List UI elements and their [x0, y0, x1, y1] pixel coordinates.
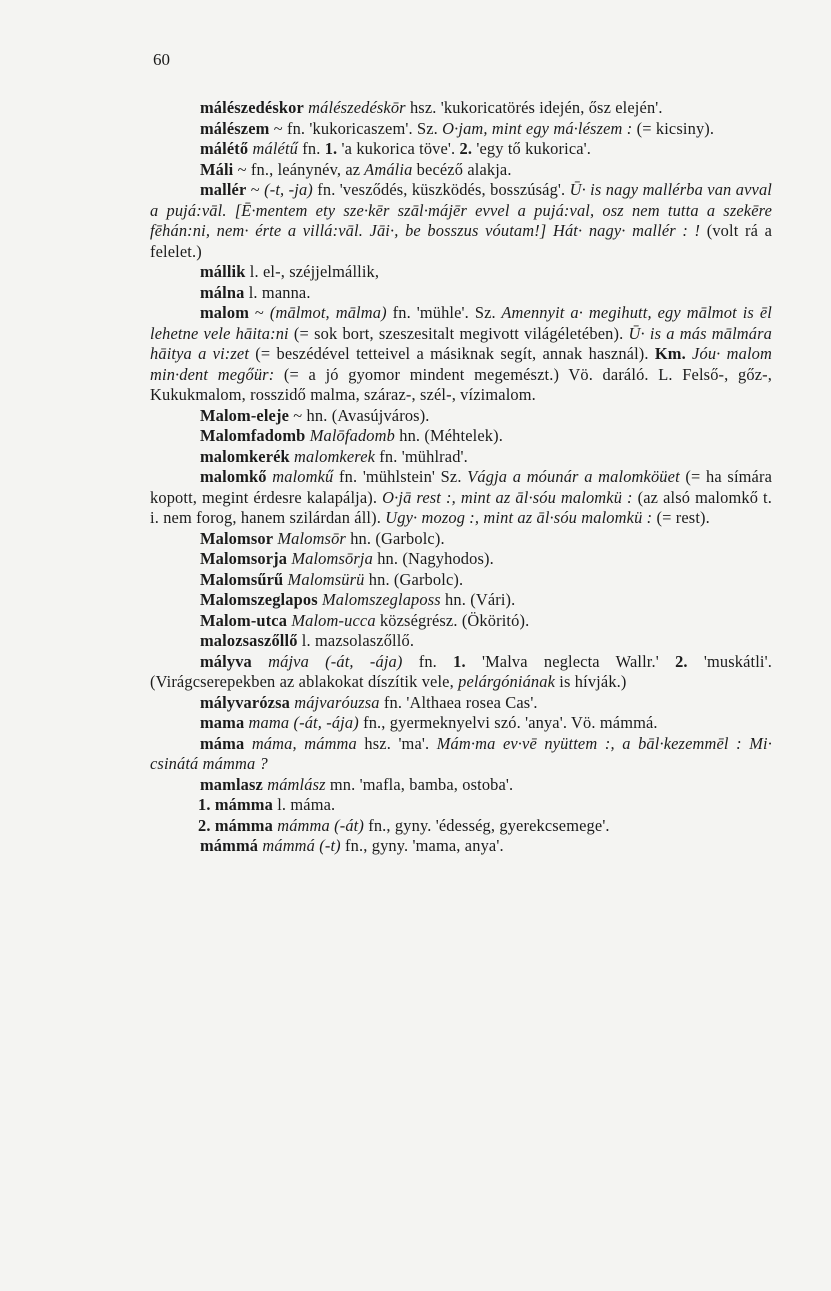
dialect-form: O·jam, mint egy má·lészem : — [437, 118, 633, 138]
headword: mályva — [200, 651, 252, 671]
definition-text: hsz. 'ma'. — [356, 733, 430, 753]
dictionary-entries — [150, 98, 772, 857]
headword: malozsaszőllő — [200, 631, 298, 650]
dialect-form: Amennyit a· megihutt, egy mālmot is ēl lehetne vele hāita:ni — [150, 303, 773, 343]
definition-text: ~ fn., leánynév, az — [233, 159, 361, 179]
headword: Malomfadomb — [200, 426, 306, 445]
headword: Malom-utca — [200, 610, 288, 630]
definition-text: fn. 'Althaea rosea Cas'. — [379, 692, 538, 712]
definition-text: l. máma. — [272, 795, 336, 814]
dictionary-entry — [150, 775, 772, 796]
definition-text: (volt rá a felelet.) — [150, 221, 772, 261]
definition-text: mn. 'mafla, bamba, ostoba'. — [325, 774, 514, 794]
dialect-form: (-t, -ja) — [259, 180, 313, 199]
definition-text: 'Malva neglecta Wallr.' — [465, 651, 676, 671]
headword: mama — [200, 713, 245, 732]
dialect-form: pelárgóniának — [453, 672, 556, 691]
headword: malomkő — [200, 467, 267, 486]
definition-text: fn., gyny. 'édesség, gyerekcsemege'. — [363, 815, 610, 835]
dialect-form: malomkerek — [289, 446, 376, 466]
headword: 2. — [675, 651, 688, 671]
headword: mallér — [200, 180, 247, 199]
headword: Km. — [654, 344, 686, 363]
dictionary-entry — [150, 570, 772, 591]
dialect-form: Malomsürü — [283, 569, 365, 589]
dictionary-entry — [150, 262, 772, 283]
headword: Máli — [200, 159, 234, 179]
definition-text: fn. — [402, 651, 454, 671]
dictionary-entry — [150, 406, 772, 427]
headword: Malomsor — [200, 528, 274, 548]
headword: mályvarózsa — [200, 692, 290, 712]
definition-text: hn. (Garbolc). — [364, 569, 464, 589]
definition-text: községrész. (Ököritó). — [375, 610, 530, 630]
dialect-form: Malom-ucca — [287, 610, 376, 630]
headword: Malom-eleje — [200, 405, 290, 425]
dialect-form: Malomsōrja — [287, 549, 373, 568]
definition-text: hn. (Méhtelek). — [394, 426, 503, 445]
dictionary-entry — [150, 836, 772, 857]
dictionary-entry — [150, 447, 772, 468]
definition-text: 'muskátli'. (Virágcserepekben az ablakokat díszítik vele, — [150, 651, 772, 691]
dialect-form: málétű — [248, 139, 298, 158]
headword: 1. — [453, 651, 466, 671]
headword: mállik — [200, 262, 246, 281]
dictionary-entry — [150, 652, 772, 693]
dictionary-entry — [150, 139, 772, 160]
dictionary-entry — [150, 303, 772, 406]
definition-text: fn. 'mühlstein' Sz. — [333, 467, 462, 486]
definition-text: (az alsó malomkő t. i. nem forog, hanem szilárdan áll). — [150, 487, 772, 527]
dictionary-entry — [150, 467, 772, 529]
definition-text: ~ — [249, 303, 264, 322]
definition-text: (= ha símára kopott, megint érdesre kalapálja). — [150, 467, 773, 507]
dictionary-entry — [150, 795, 772, 816]
dialect-form: (mālmot, mālma) — [263, 303, 387, 322]
dialect-form: Vágja a móunár a malomköüet — [461, 467, 680, 486]
headword: málészem — [200, 118, 270, 138]
definition-text: 'a kukorica töve'. — [337, 139, 460, 158]
dialect-form: mama (-át, -ája) — [244, 713, 359, 732]
dictionary-entry — [150, 529, 772, 550]
definition-text: (= sok bort, szeszesitalt megivott világéletében). — [288, 323, 624, 343]
dialect-form: málészedéskōr — [303, 98, 406, 117]
dictionary-entry — [150, 180, 772, 262]
definition-text: hn. (Vári). — [440, 590, 516, 609]
dialect-form: Amália — [360, 159, 413, 179]
definition-text: (= beszédével tetteivel a másiknak segít, annak használ). — [249, 344, 655, 363]
definition-text: hn. (Garbolc). — [345, 528, 445, 548]
dictionary-entry — [150, 816, 772, 837]
dictionary-entry — [150, 631, 772, 652]
definition-text: fn. — [298, 139, 325, 158]
dialect-form: malomkű — [266, 467, 334, 486]
headword: mámmá — [200, 836, 259, 855]
dialect-form: májvaróuzsa — [289, 692, 380, 712]
dialect-form: mámmá (-t) — [258, 836, 341, 855]
headword: 1. — [324, 139, 338, 158]
dialect-form: mámma (-át) — [272, 815, 364, 835]
dictionary-entry — [150, 734, 772, 775]
dialect-form: Jóu· malom min·dent megőür: — [150, 344, 772, 384]
definition-text: hsz. 'kukoricatörés idején, ősz elején'. — [405, 98, 663, 117]
dictionary-entry — [150, 160, 772, 181]
dialect-form: O·jā rest :, mint az āl·sóu malomkü : — [377, 487, 633, 507]
dictionary-entry — [150, 426, 772, 447]
dialect-form: Ū· is a más mālmára hāitya a vi:zet — [150, 323, 773, 363]
dictionary-entry — [150, 119, 772, 140]
headword: Malomsűrű — [200, 569, 284, 589]
definition-text: is hívják.) — [555, 672, 627, 691]
dictionary-entry — [150, 713, 772, 734]
headword: Malomsorja — [200, 549, 288, 568]
headword: 1. mámma — [198, 795, 273, 814]
definition-text: ~ fn. 'kukoricaszem'. Sz. — [269, 118, 438, 138]
definition-text: (= a jó gyomor mindent megemészt.) Vö. daráló. L. Felső-, gőz-, Kukukmalom, rosszidő malma, száraz-, szél-, vízimalom. — [150, 364, 772, 404]
headword: málészedéskor — [200, 98, 304, 117]
dictionary-entry — [150, 693, 772, 714]
definition-text: fn. 'vesződés, küszködés, bosszúság'. — [312, 180, 566, 199]
page-number: 60 — [153, 50, 170, 69]
dialect-form: Malōfadomb — [305, 426, 395, 445]
dictionary-entry — [150, 611, 772, 632]
definition-text: fn. 'mühle'. Sz. — [386, 303, 496, 322]
definition-text: l. el-, széjjelmállik, — [245, 262, 380, 281]
dialect-form: mámlász — [262, 774, 326, 794]
definition-text: l. mazsolaszőllő. — [297, 631, 415, 650]
dictionary-entry — [150, 590, 772, 611]
headword: mamlasz — [200, 774, 263, 794]
definition-text: becéző alakja. — [412, 159, 512, 179]
definition-text: 'egy tő kukorica'. — [472, 139, 592, 158]
dictionary-entry — [150, 549, 772, 570]
dialect-form: máma, mámma — [244, 733, 357, 753]
dialect-form: Ugy· mozog :, mint az āl·sóu malomkü : — [381, 508, 653, 527]
definition-text: fn. 'mühlrad'. — [375, 446, 468, 466]
definition-text: hn. (Nagyhodos). — [372, 549, 494, 568]
definition-text: l. manna. — [244, 282, 311, 302]
definition-text: ~ — [246, 180, 260, 199]
definition-text: ~ hn. (Avasújváros). — [289, 405, 430, 425]
definition-text: fn., gyermeknyelvi szó. 'anya'. Vö. mámmá. — [358, 713, 658, 732]
dialect-form: Mám·ma ev·vē nyüttem :, a bāl·kezemmēl : Mi· csinátá mámma ? — [150, 733, 772, 773]
headword: 2. — [459, 139, 473, 158]
dictionary-entry — [150, 98, 772, 119]
dictionary-entry — [150, 283, 772, 304]
dialect-form: Malomszeglaposs — [317, 590, 441, 609]
headword: 2. mámma — [198, 815, 273, 835]
headword: malomkerék — [200, 446, 290, 466]
definition-text: (= kicsiny). — [632, 118, 715, 138]
headword: málna — [200, 282, 245, 302]
dialect-form: Malomsōr — [273, 528, 346, 548]
dialect-form: májva (-át, -ája) — [251, 651, 403, 671]
definition-text: fn., gyny. 'mama, anya'. — [340, 836, 504, 855]
headword: Malomszeglapos — [200, 590, 318, 609]
dialect-form: Ū· is nagy mallérba van avval a pujá:vāl. [Ē·mentem ety sze·kēr szāl·májēr evvel a pujá:val, osz nem tutta a szekēre fēhán:ni, nem· érte a villá:vāl. Jāi·, be bosszus vóutam!] Hát· nagy· mallér : ! — [150, 180, 772, 240]
headword: malom — [200, 303, 250, 322]
definition-text: (= rest). — [652, 508, 710, 527]
headword: málétő — [200, 139, 249, 158]
headword: máma — [200, 733, 245, 753]
